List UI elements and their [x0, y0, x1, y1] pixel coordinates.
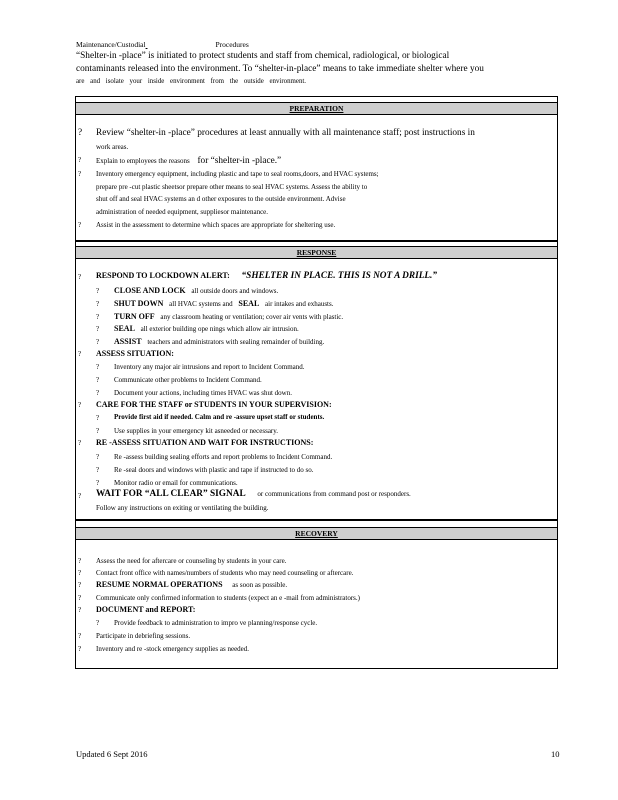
bullet: ?: [96, 466, 100, 474]
wait-all-clear-text: or communications from command post or responders.: [257, 490, 411, 498]
bullet: ?: [78, 439, 82, 447]
recovery-item-contact: Contact front office with names/numbers of students who may need counseling or aftercare.: [96, 569, 354, 577]
bullet: ?: [78, 645, 82, 653]
bullet: ?: [78, 170, 82, 178]
recovery-item-feedback: Provide feedback to administration to impro ve planning/response cycle.: [114, 619, 318, 627]
respond-lockdown-label: RESPOND TO LOCKDOWN ALERT:: [96, 271, 230, 280]
wait-all-clear-label: WAIT FOR “ALL CLEAR” SIGNAL: [96, 489, 246, 499]
bullet: ?: [78, 569, 82, 577]
respond-seal-ext-label: SEAL: [114, 324, 135, 333]
care-line-2: Use supplies in your emergency kit asneeded or necessary.: [114, 427, 279, 435]
header-procedures: Procedures: [215, 40, 249, 49]
footer-updated: Updated 6 Sept 2016: [76, 749, 148, 759]
bullet: ?: [96, 376, 100, 384]
respond-turnoff-label: TURN OFF: [114, 312, 155, 321]
assess-situation-label: ASSESS SITUATION:: [96, 349, 174, 358]
recovery-item-resume: [96, 580, 287, 589]
prep-item-explain: [96, 156, 281, 166]
prep-item-inventory-cont1: prepare pre -cut plastic sheetsor prepare other means to seal HVAC systems. Assess the ability to: [96, 183, 368, 191]
bullet: ?: [96, 414, 100, 422]
bullet: ?: [96, 453, 100, 461]
bullet: ?: [96, 287, 100, 295]
bullet: ?: [96, 363, 100, 371]
reassess-label: RE -ASSESS SITUATION AND WAIT FOR INSTRUCTIONS:: [96, 438, 314, 447]
recovery-item-communicate: Communicate only confirmed information to students (expect an e -mail from administrators.): [96, 594, 360, 602]
bullet: ?: [78, 221, 82, 229]
assess-line-1: Inventory any major air intrusions and report to Incident Command.: [114, 363, 305, 371]
preparation-heading: PREPARATION: [75, 102, 558, 115]
care-label: CARE FOR THE STAFF or STUDENTS IN YOUR SUPERVISION:: [96, 400, 332, 409]
reassess-line-1: Re -assess building sealing efforts and report problems to Incident Command.: [114, 453, 333, 461]
respond-assist-line: [114, 337, 324, 346]
respond-assist-label: ASSIST: [114, 337, 142, 346]
care-line-1: Provide first aid if needed. Calm and re -assure upset staff or students.: [114, 413, 325, 421]
bullet: ?: [96, 619, 100, 627]
recovery-item-participate: Participate in debriefing sessions.: [96, 632, 191, 640]
follow-instructions-line: Follow any instructions on exiting or ventilating the building.: [96, 504, 269, 512]
response-heading: RESPONSE: [75, 246, 558, 259]
prep-explain-tail: for “shelter-in -place.”: [197, 156, 282, 166]
reassess-line-3: Monitor radio or email for communications.: [114, 479, 238, 487]
recovery-resume-text: as soon as possible.: [232, 581, 288, 589]
respond-lockdown-line: [96, 271, 437, 281]
assess-line-3: Document your actions, including times HVAC was shut down.: [114, 389, 292, 397]
intro-line-1: “Shelter-in -place” is initiated to protect students and staff from chemical, radiological, or biological: [76, 51, 450, 61]
respond-seal-ext-text: all exterior building ope nings which allow air intrusion.: [140, 325, 299, 333]
page-number: 10: [551, 749, 560, 759]
wait-all-clear-line: [96, 489, 411, 499]
respond-shutdown-line: [114, 299, 333, 308]
bullet: ?: [96, 313, 100, 321]
bullet: ?: [78, 492, 82, 500]
bullet: ?: [78, 156, 82, 164]
respond-close-line: [114, 286, 278, 295]
bullet: ?: [96, 300, 100, 308]
prep-item-review: Review “shelter-in -place” procedures at least annually with all maintenance staff; post instructions in: [96, 128, 475, 138]
bullet: ?: [78, 273, 82, 281]
prep-item-review-cont: work areas.: [96, 143, 129, 151]
reassess-line-2: Re -seal doors and windows with plastic and tape if instructed to do so.: [114, 466, 314, 474]
respond-alert-text: “SHELTER IN PLACE. THIS IS NOT A DRILL.”: [241, 271, 438, 281]
prep-item-inventory-cont2: shut off and seal HVAC systems an d other exposures to the outside environment. Advise: [96, 195, 346, 203]
respond-turnoff-text: any classroom heating or ventilation; cover air vents with plastic.: [160, 313, 344, 321]
preparation-section: [75, 96, 558, 241]
prep-item-inventory-cont3: administration of needed equipment, suppliesor maintenance.: [96, 208, 269, 216]
bullet: ?: [78, 606, 82, 614]
prep-item-inventory: Inventory emergency equipment, including plastic and tape to seal rooms,doors, and HVAC systems;: [96, 170, 379, 178]
recovery-heading: RECOVERY: [75, 527, 558, 540]
respond-assist-text: teachers and administrators with sealing remainder of building.: [147, 338, 325, 346]
bullet: ?: [78, 557, 82, 565]
bullet: ?: [96, 338, 100, 346]
bullet: ?: [78, 350, 82, 358]
prep-item-assist: Assist in the assessment to determine which spaces are appropriate for sheltering use.: [96, 221, 336, 229]
bullet: ?: [96, 325, 100, 333]
respond-shutdown-label: SHUT DOWN: [114, 299, 164, 308]
bullet: ?: [96, 427, 100, 435]
prep-explain-text: Explain to employees the reasons: [96, 157, 190, 165]
bullet: ?: [78, 632, 82, 640]
recovery-resume-label: RESUME NORMAL OPERATIONS: [96, 580, 223, 589]
respond-shutdown-text: all HVAC systems and: [169, 300, 233, 308]
bullet: ?: [78, 128, 83, 138]
respond-close-text: all outside doors and windows.: [191, 287, 279, 295]
respond-seal-label: SEAL: [238, 299, 260, 308]
recovery-item-document: DOCUMENT and REPORT:: [96, 605, 196, 614]
bullet: ?: [78, 401, 82, 409]
intro-line-2: contaminants released into the environment. To “shelter-in-place” means to take immediate shelter where you: [76, 64, 484, 74]
bullet: ?: [78, 594, 82, 602]
assess-line-2: Communicate other problems to Incident Command.: [114, 376, 262, 384]
bullet: ?: [96, 479, 100, 487]
header-section: Maintenance/Custodial: [76, 40, 146, 49]
recovery-item-assess: Assess the need for aftercare or counseling by students in your care.: [96, 557, 287, 565]
respond-close-label: CLOSE AND LOCK: [114, 286, 186, 295]
page-header: [76, 40, 249, 49]
respond-seal-text: air intakes and exhausts.: [265, 300, 334, 308]
respond-seal-line: [114, 324, 299, 333]
intro-line-3: are and isolate your inside environment from the outside environment.: [76, 78, 307, 85]
bullet: ?: [96, 389, 100, 397]
respond-turnoff-line: [114, 312, 343, 321]
bullet: ?: [78, 581, 82, 589]
recovery-item-inventory: Inventory and re -stock emergency supplies as needed.: [96, 645, 250, 653]
